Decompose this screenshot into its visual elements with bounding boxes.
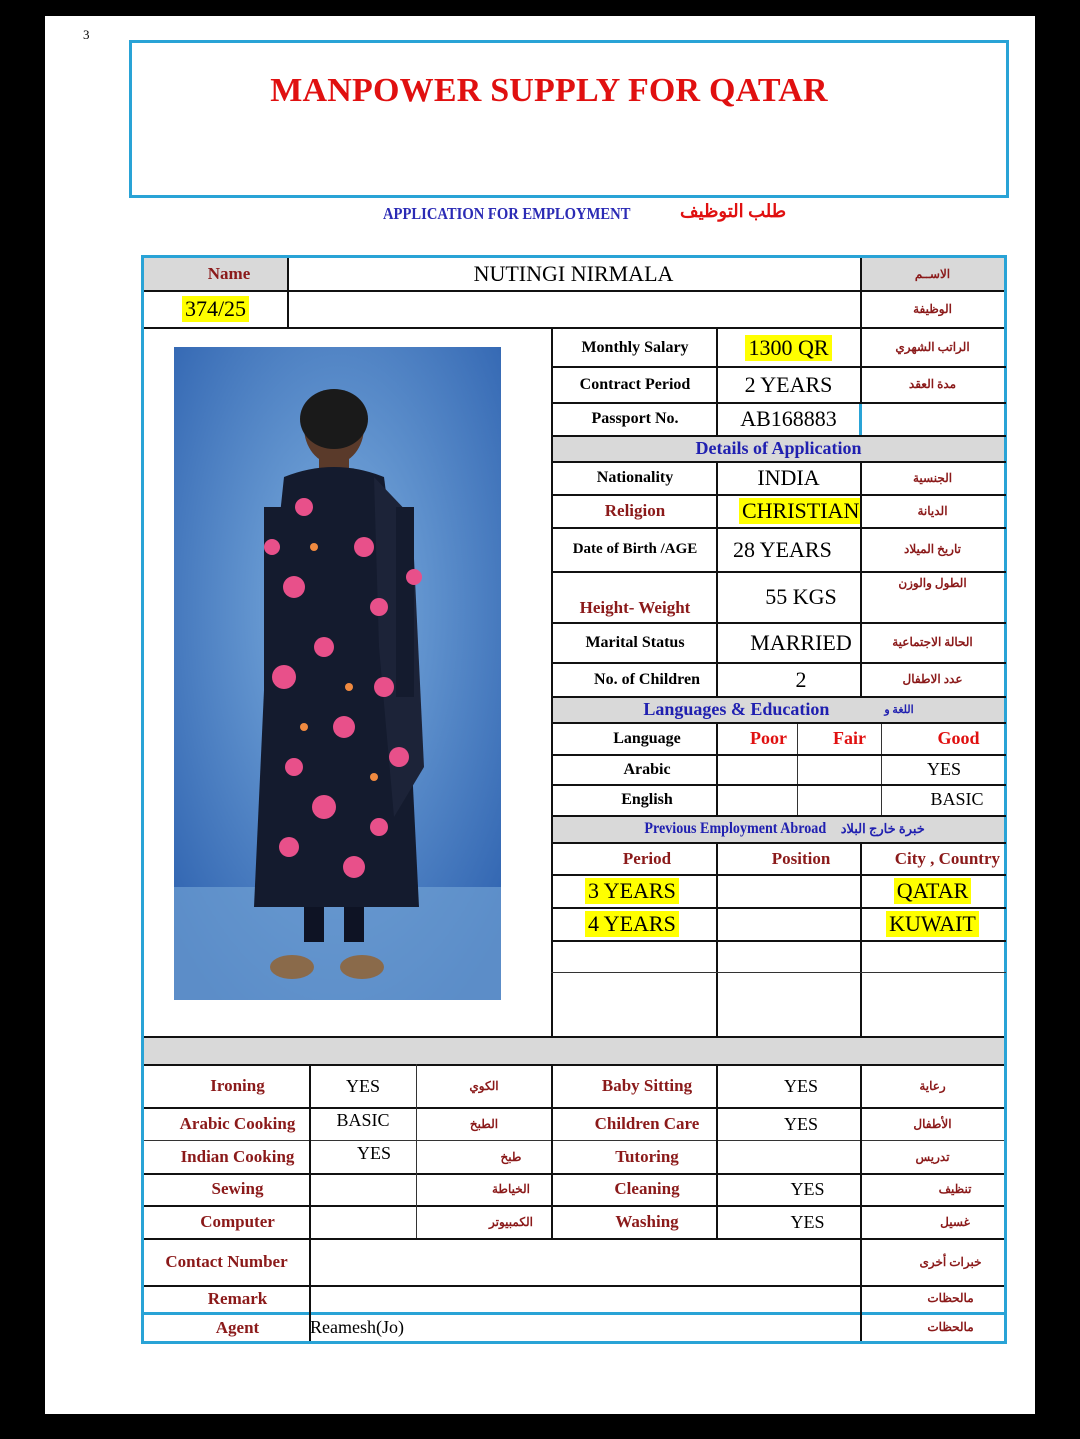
divider [551, 571, 1006, 573]
skill-sewing-arabic: الخياطة [492, 1181, 530, 1196]
good-header: Good [937, 728, 980, 748]
contract-period-arabic: مدة العقد [908, 377, 957, 391]
divider [551, 1064, 553, 1238]
skill-washing-arabic: غسيل [940, 1214, 970, 1229]
height-weight-arabic: الطول والوزن [898, 575, 967, 590]
divider [551, 327, 553, 1037]
agent-value: Reamesh(Jo) [310, 1317, 404, 1337]
skill-indian-cooking-value: YES [356, 1142, 391, 1163]
name-arabic: الاســم [914, 266, 951, 281]
marital-status-label: Marital Status [585, 633, 685, 651]
poor-header: Poor [750, 728, 787, 748]
children-label: No. of Children [594, 670, 700, 688]
skill-children-care-arabic: الأطفال [913, 1116, 952, 1131]
skill-arabic-cooking-label: Arabic Cooking [179, 1114, 296, 1133]
skill-ironing-arabic: الكوي [469, 1078, 499, 1093]
skill-cleaning-arabic: تنظيف [938, 1181, 972, 1196]
divider [144, 1205, 1004, 1207]
divider [551, 494, 1006, 496]
languages-title: Languages & Education [643, 699, 830, 719]
skill-ironing-value: YES [345, 1075, 380, 1096]
divider [551, 622, 1006, 624]
employment-row-1-period-cell [553, 875, 717, 907]
divider [551, 722, 1006, 724]
religion-cell [717, 495, 860, 527]
fair-header: Fair [833, 728, 866, 748]
remark-label: Remark [207, 1288, 268, 1308]
monthly-salary-arabic: الراتب الشهري [895, 340, 970, 354]
divider [551, 874, 1006, 876]
divider [144, 1140, 1004, 1141]
reference-number-cell [144, 291, 287, 327]
languages-title-arabic: اللغة و [884, 704, 914, 716]
divider [144, 1312, 1004, 1315]
skill-computer-label: Computer [200, 1212, 275, 1231]
contract-period-label: Contract Period [579, 375, 691, 393]
divider [551, 366, 1006, 368]
language-english-good: BASIC [930, 789, 984, 809]
divider [551, 754, 1006, 756]
applicant-photo [174, 347, 501, 1000]
employment-row-2-city: KUWAIT [886, 911, 979, 937]
skill-computer-value [310, 1207, 416, 1237]
height-weight-value: 55 KGS [765, 584, 837, 609]
divider [716, 327, 718, 435]
religion-arabic: الديانة [917, 503, 948, 518]
skill-children-care-value: YES [783, 1113, 818, 1134]
employment-row-2-city-cell [861, 908, 1004, 940]
skill-cleaning-value: YES [790, 1178, 825, 1199]
skill-arabic-cooking-arabic: الطبخ [469, 1116, 499, 1131]
employment-row-1-period: 3 YEARS [585, 878, 679, 904]
employment-row-2-period: 4 YEARS [585, 911, 679, 937]
nationality-arabic: الجنسية [912, 470, 953, 485]
skill-arabic-cooking-value: BASIC [336, 1109, 390, 1130]
contract-period-value: 2 YEARS [744, 371, 833, 397]
header-box [129, 40, 1009, 198]
employment-section-title [553, 816, 1004, 842]
skill-ironing-label: Ironing [210, 1076, 265, 1095]
divider [551, 662, 1006, 664]
divider [309, 1238, 311, 1341]
children-arabic: عدد الاطفال [902, 672, 963, 686]
employment-row-2-period-cell [553, 908, 717, 940]
skill-tutoring-label: Tutoring [615, 1147, 679, 1166]
nationality-label: Nationality [596, 469, 674, 486]
skill-baby-sitting-value: YES [783, 1075, 818, 1096]
divider [551, 940, 1006, 942]
form-subtitle-arabic: طلب التوظيف [680, 201, 787, 221]
skill-sewing-value [310, 1174, 416, 1204]
divider [551, 842, 1006, 844]
monthly-salary-cell [717, 329, 860, 366]
divider [144, 1285, 1004, 1287]
divider [309, 1064, 311, 1238]
divider [551, 972, 1006, 973]
skill-baby-sitting-label: Baby Sitting [601, 1076, 693, 1095]
divider [144, 1107, 1004, 1109]
divider [416, 1064, 417, 1238]
position-arabic: الوظيفة [913, 301, 952, 316]
agent-arabic: مالحظات [927, 1320, 974, 1334]
divider [551, 402, 1006, 404]
divider [551, 784, 1006, 786]
city-country-header: City , Country [894, 848, 1000, 868]
employment-row-1-city: QATAR [894, 878, 972, 904]
divider [551, 527, 1006, 529]
languages-section-title [553, 697, 1004, 722]
divider [551, 696, 1006, 698]
language-header: Language [613, 729, 681, 747]
religion-label: Religion [604, 501, 666, 520]
language-arabic-label: Arabic [623, 760, 671, 778]
agent-label: Agent [215, 1317, 260, 1337]
divider [144, 1173, 1004, 1175]
contact-number-label: Contact Number [165, 1252, 288, 1271]
skill-sewing-label: Sewing [211, 1179, 264, 1198]
divider [860, 1238, 862, 1341]
skill-baby-sitting-arabic: رعاية [919, 1078, 946, 1093]
divider [287, 258, 289, 327]
remark-value [310, 1286, 860, 1311]
divider [860, 1064, 862, 1238]
employment-row-1-city-cell [861, 875, 1004, 907]
contact-number-arabic: خبرات أخرى [919, 1254, 982, 1269]
skill-washing-label: Washing [615, 1212, 679, 1231]
company-title: MANPOWER SUPPLY FOR QATAR [270, 72, 828, 109]
skill-tutoring-arabic: تدريس [915, 1149, 950, 1164]
name-label: Name [207, 264, 251, 283]
divider [797, 722, 798, 815]
position-header: Position [771, 848, 831, 868]
reference-number: 374/25 [182, 296, 249, 322]
divider [551, 435, 1006, 437]
skill-computer-arabic: الكمبيوتر [489, 1214, 533, 1229]
passport-label: Passport No. [591, 410, 679, 427]
divider [551, 461, 1006, 463]
monthly-salary-label: Monthly Salary [581, 338, 689, 356]
dob-arabic: تاريخ الميلاد [904, 542, 961, 556]
employment-title: Previous Employment Abroad [644, 820, 827, 837]
contact-number-value [310, 1240, 860, 1284]
employment-title-arabic: خبرة خارج البلاد [840, 821, 925, 836]
language-arabic-good: YES [926, 759, 961, 779]
skill-children-care-label: Children Care [594, 1114, 700, 1133]
divider [551, 815, 1006, 817]
skills-separator-band [144, 1038, 1004, 1064]
divider [859, 403, 862, 435]
divider [716, 1064, 718, 1238]
children-value: 2 [795, 666, 807, 692]
marital-status-value: MARRIED [750, 629, 852, 655]
religion-value: CHRISTIAN [739, 498, 860, 524]
applicant-name: NUTINGI NIRMALA [287, 258, 860, 290]
details-section-title: Details of Application [553, 436, 1004, 461]
skill-indian-cooking-arabic: طبخ [500, 1149, 522, 1164]
monthly-salary-value: 1300 QR [745, 335, 831, 361]
height-weight-label: Height- Weight [579, 598, 691, 617]
skill-indian-cooking-label: Indian Cooking [180, 1147, 295, 1166]
divider [881, 722, 882, 815]
skill-cleaning-label: Cleaning [614, 1179, 680, 1198]
period-header: Period [622, 848, 672, 868]
passport-value: AB168883 [740, 406, 837, 431]
page-marker: 3 [83, 27, 90, 42]
skill-washing-value: YES [790, 1211, 825, 1232]
nationality-value: INDIA [757, 465, 820, 490]
divider [144, 290, 1004, 292]
divider [716, 722, 718, 815]
dob-label: Date of Birth /AGE [572, 541, 698, 557]
dob-value: 28 YEARS [733, 536, 832, 562]
remark-arabic: مالحظات [927, 1291, 974, 1305]
divider [551, 907, 1006, 909]
form-subtitle: APPLICATION FOR EMPLOYMENT [383, 204, 631, 223]
language-english-label: English [621, 790, 673, 808]
marital-status-arabic: الحالة الاجتماعية [892, 635, 973, 649]
